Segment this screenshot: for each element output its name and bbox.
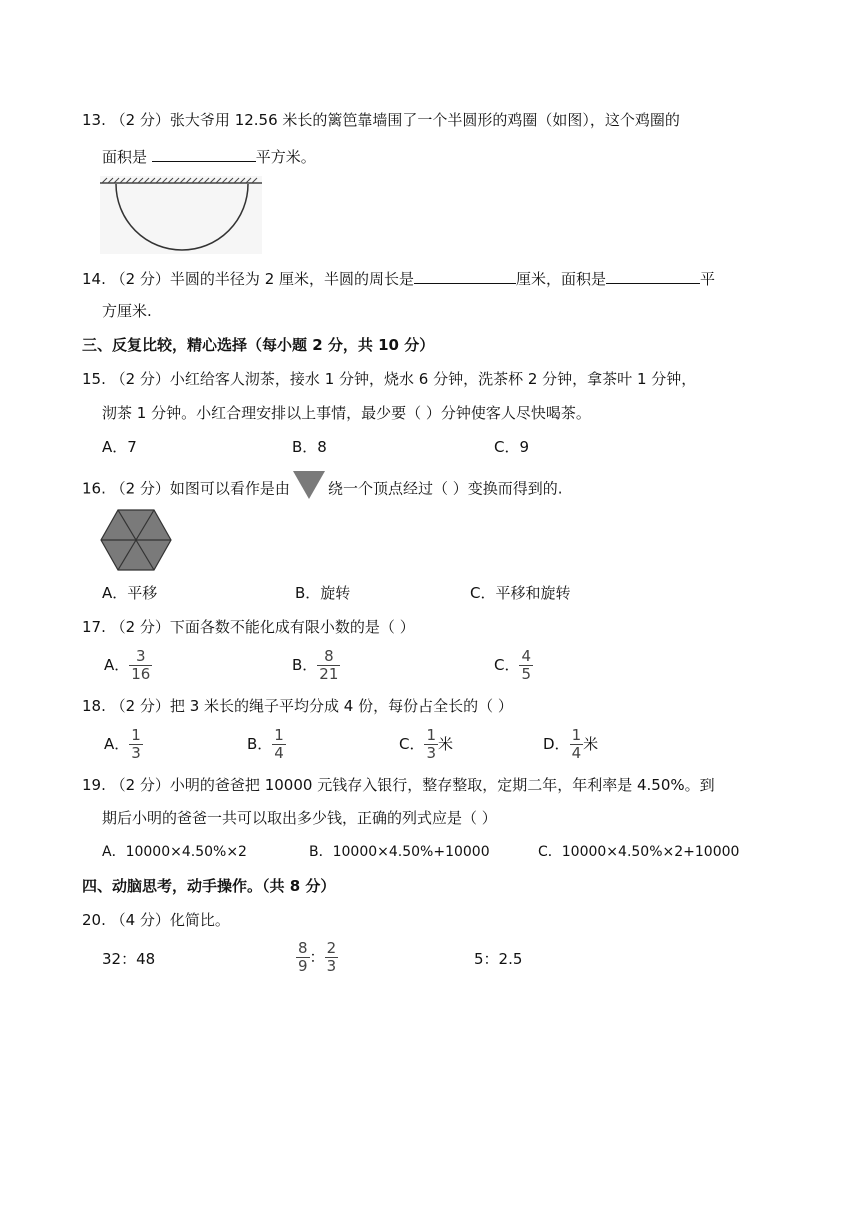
q14-line1-post: 平: [700, 270, 716, 288]
hexagon-figure: [100, 508, 172, 572]
fraction-numerator: 1: [274, 726, 284, 744]
q18-option-d-label: D．: [543, 735, 570, 753]
q17-option-a-fraction: [129, 648, 152, 683]
q17-option-a-label: A．: [104, 656, 130, 674]
q13-line2: [102, 146, 316, 167]
q18-option-b-fraction: [272, 727, 286, 762]
q14-line2: 方厘米.: [102, 302, 152, 320]
fraction-denominator: 4: [571, 744, 582, 762]
q13-line2-pre: 面积是: [102, 148, 152, 166]
q20-ratio-2-fraction-1: [296, 940, 310, 975]
q13-line2-post: 平方米。: [255, 148, 316, 166]
q18-option-c: [399, 726, 453, 762]
q18-option-a-label: A．: [104, 735, 130, 753]
q19-option-a: A．10000×4.50%×2: [102, 844, 247, 860]
q15-line2: 沏茶 1 分钟。小红合理安排以上事情，最少要（ ）分钟使客人尽快喝茶。: [102, 404, 591, 422]
q18-option-a-fraction: [129, 727, 143, 762]
fraction-denominator: 3: [326, 957, 337, 975]
q14-perimeter-blank: [414, 268, 516, 284]
q17-option-b-label: B．: [292, 656, 318, 674]
q16-option-b: B．旋转: [295, 584, 351, 602]
q18-option-d-unit: 米: [583, 735, 599, 753]
q16-option-c: C．平移和旋转: [470, 584, 571, 602]
q20-ratio-3: 5：2.5: [474, 950, 523, 968]
fraction-denominator: 5: [521, 665, 532, 683]
q16-post: 绕一个顶点经过（ ）变换而得到的.: [327, 479, 563, 498]
q17-option-b-fraction: [317, 648, 340, 683]
fraction-numerator: 8: [298, 939, 308, 957]
q20-ratio-1: 32：48: [102, 950, 156, 968]
ratio-separator: ：: [309, 948, 325, 966]
inverted-triangle-icon: [292, 469, 326, 501]
fraction-denominator: 16: [131, 665, 151, 683]
q15-option-a: A．7: [102, 438, 137, 456]
q15-option-c: C．9: [494, 438, 530, 456]
q18-option-d-fraction: [570, 727, 584, 762]
fraction-denominator: 4: [274, 744, 284, 762]
q18-option-a: [104, 726, 143, 762]
q15-option-b: B．8: [292, 438, 327, 456]
q17-option-c-label: C．: [494, 656, 520, 674]
q19-option-c: C．10000×4.50%×2+10000: [538, 844, 740, 860]
q19-line2: 期后小明的爸爸一共可以取出多少钱，正确的列式应是（ ）: [102, 809, 497, 827]
q18-prompt: 18. （2 分）把 3 米长的绳子平均分成 4 份，每份占全长的（ ）: [82, 697, 513, 715]
q18-option-c-fraction: [424, 727, 438, 762]
q17-option-b: [292, 647, 340, 683]
fraction-numerator: 2: [326, 939, 337, 957]
q16-option-a: A．平移: [102, 584, 158, 602]
q18-option-b: [247, 726, 286, 762]
q17-option-c: [494, 647, 533, 683]
section3-title: 三、反复比较，精心选择（每小题 2 分，共 10 分）: [82, 336, 435, 354]
q18-option-d: [543, 726, 598, 762]
q19-option-b: B．10000×4.50%+10000: [309, 844, 490, 860]
q14-line1: [82, 268, 715, 289]
q14-area-blank: [606, 268, 700, 284]
fraction-numerator: 1: [426, 726, 437, 744]
q17-prompt: 17. （2 分）下面各数不能化成有限小数的是（ ）: [82, 618, 415, 636]
fraction-numerator: 4: [521, 647, 532, 665]
fraction-denominator: 21: [319, 665, 339, 683]
q18-option-b-label: B．: [247, 735, 273, 753]
q20-ratio-2-fraction-2: [325, 940, 339, 975]
q20-ratio-2: [296, 939, 338, 975]
q17-option-c-fraction: [519, 648, 533, 683]
q17-option-a: [104, 647, 152, 683]
q18-option-c-unit: 米: [438, 735, 454, 753]
q13-answer-blank: [152, 146, 256, 162]
fraction-numerator: 1: [571, 726, 582, 744]
q19-line1: 19. （2 分）小明的爸爸把 10000 元钱存入银行，整存整取，定期二年，年利率是 4.50%。到: [82, 776, 715, 794]
section4-title: 四、动脑思考，动手操作。（共 8 分）: [82, 877, 336, 895]
q14-line1-mid: 厘米，面积是: [516, 270, 607, 288]
q20-prompt: 20. （4 分）化简比。: [82, 911, 230, 929]
fraction-denominator: 3: [131, 744, 141, 762]
q16-pre: 16. （2 分）如图可以看作是由: [82, 479, 290, 498]
fraction-numerator: 8: [317, 648, 340, 666]
q15-line1: 15. （2 分）小红给客人沏茶，接水 1 分钟，烧水 6 分钟，洗茶杯 2 分钟，拿茶叶 1 分钟，: [82, 370, 697, 388]
semicircle-pen-figure: [100, 176, 262, 254]
q13-line1: 13. （2 分）张大爷用 12.56 米长的篱笆靠墙围了一个半圆形的鸡圈（如图），这个鸡圈的: [82, 111, 680, 129]
q14-line1-pre: 14. （2 分）半圆的半径为 2 厘米，半圆的周长是: [82, 270, 415, 288]
fraction-denominator: 3: [426, 744, 437, 762]
fraction-denominator: 9: [298, 957, 308, 975]
q16-prompt: [82, 477, 562, 501]
fraction-numerator: 3: [129, 648, 152, 666]
q18-option-c-label: C．: [399, 735, 425, 753]
fraction-numerator: 1: [131, 726, 141, 744]
